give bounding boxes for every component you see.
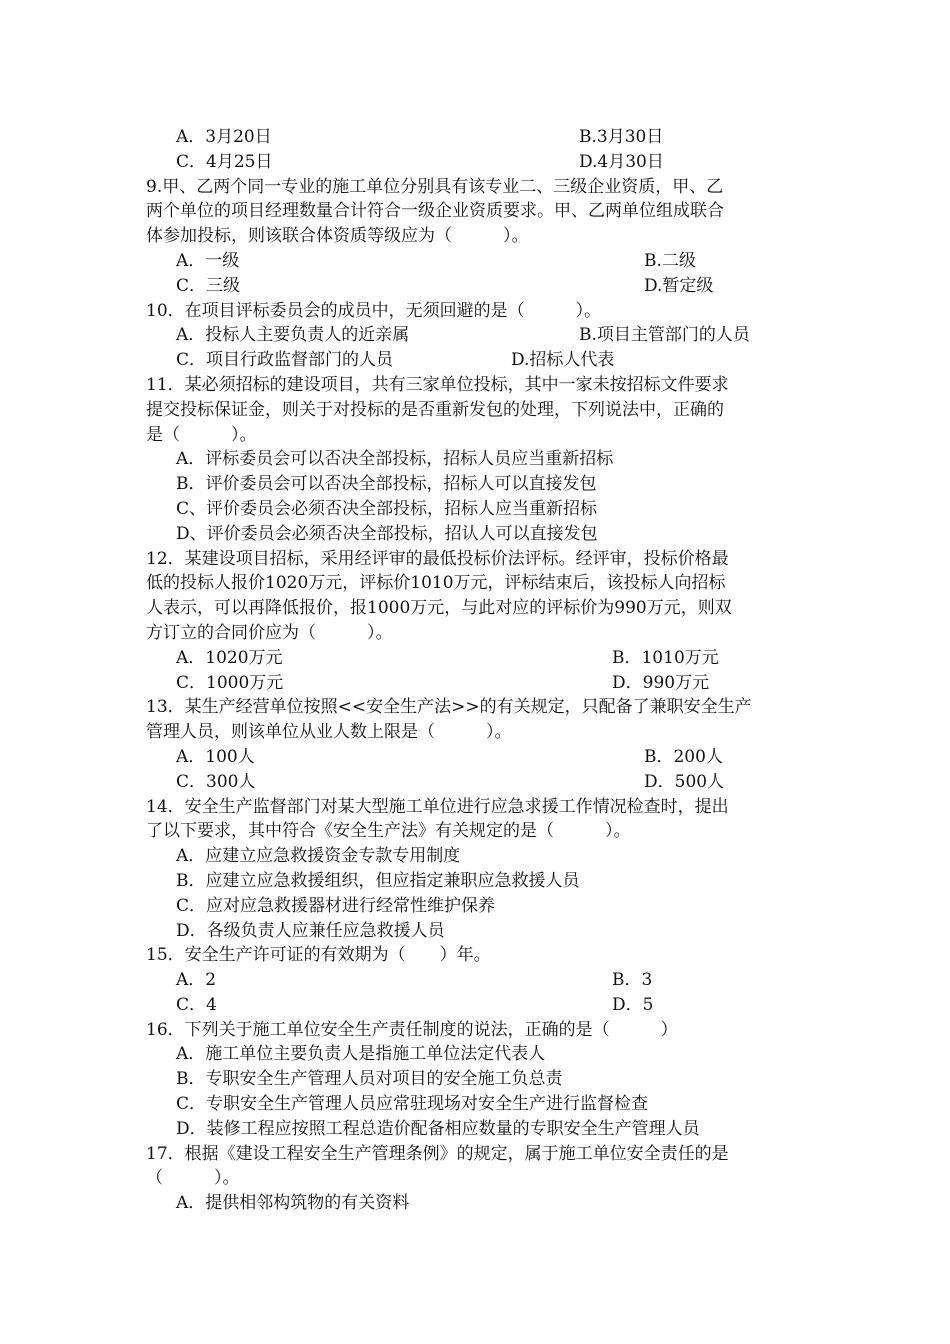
question-list <box>146 125 806 1216</box>
question-line: 两个单位的项目经理数量合计符合一级企业资质要求。甲、乙两单位组成联合 <box>146 201 724 222</box>
option-c: C．300人 <box>176 771 256 792</box>
question-line: 16．下列关于施工单位安全生产责任制度的说法，正确的是（ ） <box>146 1019 678 1040</box>
question-line: （ ）。 <box>146 1168 240 1189</box>
option-row <box>146 671 806 696</box>
option-row <box>146 150 806 175</box>
option-row <box>146 993 806 1018</box>
option-a: A．投标人主要负责人的近亲属 <box>176 325 410 346</box>
option-a: A．3月20日 <box>176 127 272 147</box>
option-d: D．各级负责人应兼任应急救援人员 <box>176 920 445 941</box>
option-a: A．提供相邻构筑物的有关资料 <box>176 1193 410 1214</box>
option-row <box>146 348 806 373</box>
question-13 <box>146 695 806 794</box>
question-12 <box>146 547 806 696</box>
option-a: A．100人 <box>176 746 255 767</box>
option-b: B.二级 <box>644 250 696 271</box>
option-d: D．5 <box>612 994 654 1015</box>
question-line: 13．某生产经营单位按照<<安全生产法>>的有关规定，只配备了兼职安全生产 <box>146 697 752 718</box>
option-a: A．应建立应急救援资金专款专用制度 <box>176 846 461 867</box>
question-line: 14．安全生产监督部门对某大型施工单位进行应急求援工作情况检查时，提出 <box>146 796 729 817</box>
option-d: D．990万元 <box>612 672 710 693</box>
option-row <box>146 968 806 993</box>
question-line: 方订立的合同价应为（ ）。 <box>146 622 393 643</box>
option-a: A．2 <box>176 970 217 991</box>
option-c: C．项目行政监督部门的人员 <box>176 350 394 371</box>
option-c: C．应对应急救援器材进行经常性维护保养 <box>176 895 496 916</box>
option-row <box>146 274 806 299</box>
option-row <box>146 125 806 150</box>
option-a: A．评标委员会可以否决全部投标，招标人员应当重新招标 <box>176 449 614 470</box>
question-line: 15．安全生产许可证的有效期为（ ）年。 <box>146 945 491 966</box>
option-c: C．4 <box>176 994 217 1015</box>
question-10 <box>146 299 806 373</box>
option-d: D．装修工程应按照工程总造价配备相应数量的专职安全生产管理人员 <box>176 1118 700 1139</box>
option-b: B．3 <box>612 970 653 991</box>
option-row <box>146 323 806 348</box>
option-d: D.招标人代表 <box>511 350 615 371</box>
option-a: A．一级 <box>176 250 240 271</box>
option-d: D、评价委员会必须否决全部投标，招认人可以直接发包 <box>176 523 598 544</box>
option-c: C．三级 <box>176 275 241 296</box>
question-line: 人表示，可以再降低报价，报1000万元，与此对应的评标价为990万元，则双 <box>146 598 732 619</box>
option-b: B．应建立应急救援组织，但应指定兼职应急救援人员 <box>176 870 580 891</box>
question-line: 管理人员，则该单位从业人数上限是（ ）。 <box>146 722 512 743</box>
option-d: D.4月30日 <box>579 151 664 172</box>
question-line: 17．根据《建设工程安全生产管理条例》的规定，属于施工单位安全责任的是 <box>146 1143 729 1164</box>
question-line: 体参加投标，则该联合体资质等级应为（ ）。 <box>146 226 529 247</box>
option-d: D．500人 <box>644 771 725 792</box>
option-row <box>146 249 806 274</box>
question-line: 了以下要求，其中符合《安全生产法》有关规定的是（ ）。 <box>146 821 631 842</box>
question-16 <box>146 1018 806 1142</box>
option-row <box>146 770 806 795</box>
option-b: B．200人 <box>644 746 723 767</box>
question-14 <box>146 795 806 944</box>
question-9 <box>146 175 806 299</box>
question-17 <box>146 1142 806 1216</box>
option-a: A．施工单位主要负责人是指施工单位法定代表人 <box>176 1044 546 1065</box>
option-b: B．专职安全生产管理人员对项目的安全施工负总责 <box>176 1069 563 1090</box>
question-line: 10．在项目评标委员会的成员中，无须回避的是（ ）。 <box>146 300 602 321</box>
option-c: C．1000万元 <box>176 672 284 693</box>
question-11 <box>146 373 806 547</box>
question-line: 11．某必须招标的建设项目，共有三家单位投标，其中一家未按招标文件要求 <box>146 374 729 395</box>
question-8-options <box>146 125 806 175</box>
option-a: A．1020万元 <box>176 647 283 668</box>
question-line: 低的投标人报价1020万元，评标价1010万元，评标结束后，该投标人向招标 <box>146 573 726 594</box>
option-b: B．1010万元 <box>612 647 719 668</box>
option-row <box>146 646 806 671</box>
question-line: 12．某建设项目招标，采用经评审的最低投标价法评标。经评审，投标价格最 <box>146 548 729 569</box>
option-c: C．4月25日 <box>176 151 273 172</box>
question-line: 提交投标保证金，则关于对投标的是否重新发包的处理，下列说法中，正确的 <box>146 399 724 420</box>
option-b: B.项目主管部门的人员 <box>579 325 750 346</box>
question-line: 9.甲、乙两个同一专业的施工单位分别具有该专业二、三级企业资质，甲、乙 <box>146 176 724 197</box>
option-b: B.3月30日 <box>579 127 664 147</box>
option-c: C．专职安全生产管理人员应常驻现场对安全生产进行监督检查 <box>176 1094 649 1115</box>
option-c: C、评价委员会必须否决全部投标，招标人应当重新招标 <box>176 498 598 519</box>
option-row <box>146 745 806 770</box>
option-d: D.暂定级 <box>644 275 714 296</box>
question-15 <box>146 943 806 1017</box>
question-line: 是（ ）。 <box>146 424 257 445</box>
option-b: B．评价委员会可以否决全部投标，招标人可以直接发包 <box>176 474 597 495</box>
